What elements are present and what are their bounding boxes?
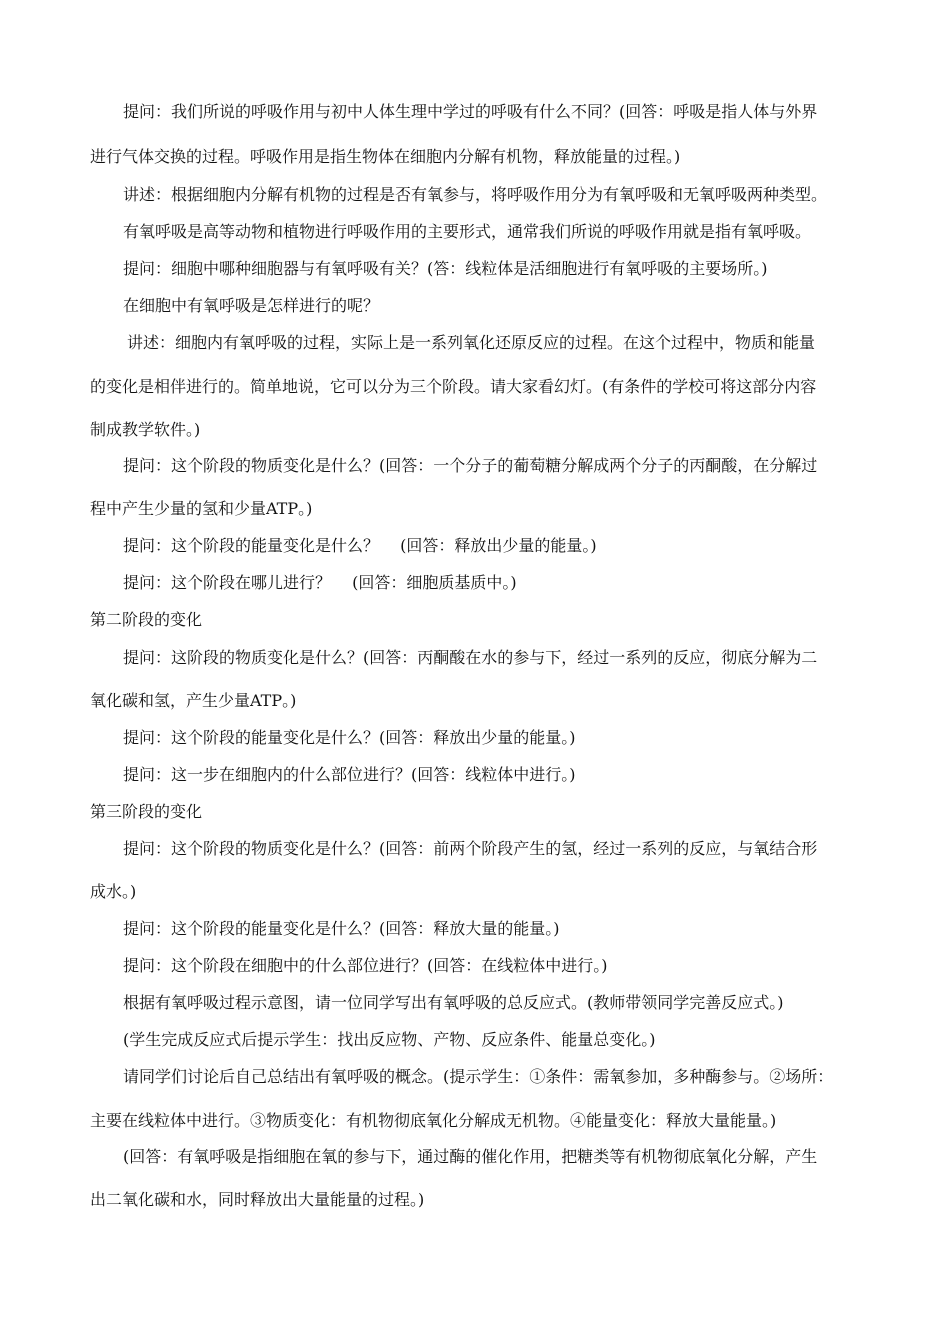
text-line: 讲述：细胞内有氧呼吸的过程，实际上是一系列氧化还原反应的过程。在这个过程中，物质和能量 — [127, 333, 816, 352]
text-line: 制成教学软件。) — [90, 420, 201, 439]
text-line: 提问：这个阶段的能量变化是什么？(回答：释放大量的能量。) — [123, 919, 560, 938]
text-line: 提问：这个阶段的能量变化是什么？ (回答：释放出少量的能量。) — [123, 536, 597, 555]
text-line: (回答：有氧呼吸是指细胞在氧的参与下，通过酶的催化作用，把糖类等有机物彻底氧化分解，产生 — [123, 1147, 818, 1166]
text-line: 主要在线粒体中进行。③物质变化：有机物彻底氧化分解成无机物。④能量变化：释放大量能量。) — [90, 1111, 777, 1130]
text-line: 请同学们讨论后自己总结出有氧呼吸的概念。(提示学生：①条件：需氧参加，多种酶参与。②场所： — [123, 1067, 834, 1086]
text-line: 有氧呼吸是高等动物和植物进行呼吸作用的主要形式，通常我们所说的呼吸作用就是指有氧呼吸。 — [123, 222, 812, 241]
text-line: 在细胞中有氧呼吸是怎样进行的呢？ — [123, 296, 380, 315]
text-line: 提问：这个阶段的物质变化是什么？(回答：前两个阶段产生的氢，经过一系列的反应，与氧结合形 — [123, 839, 818, 858]
text-line: 根据有氧呼吸过程示意图，请一位同学写出有氧呼吸的总反应式。(教师带领同学完善反应式。) — [123, 993, 784, 1012]
text-line: 提问：这一步在细胞内的什么部位进行？(回答：线粒体中进行。) — [123, 765, 576, 784]
text-line: 提问：这个阶段在哪儿进行？ (回答：细胞质基质中。) — [123, 573, 517, 592]
text-line: 提问：我们所说的呼吸作用与初中人体生理中学过的呼吸有什么不同？(回答：呼吸是指人体与外界 — [123, 102, 818, 121]
text-line: 提问：这阶段的物质变化是什么？(回答：丙酮酸在水的参与下，经过一系列的反应，彻底分解为二 — [123, 648, 818, 667]
section-heading: 第二阶段的变化 — [90, 610, 203, 629]
text-line: 进行气体交换的过程。呼吸作用是指生物体在细胞内分解有机物，释放能量的过程。) — [90, 147, 681, 166]
text-line: 出二氧化碳和水，同时释放出大量能量的过程。) — [90, 1190, 425, 1209]
section-heading: 第三阶段的变化 — [90, 802, 203, 821]
text-line: 提问：这个阶段的能量变化是什么？(回答：释放出少量的能量。) — [123, 728, 576, 747]
text-line: 氧化碳和氢，产生少量ATP。) — [90, 691, 297, 710]
text-line: 提问：细胞中哪种细胞器与有氧呼吸有关？(答：线粒体是活细胞进行有氧呼吸的主要场所。) — [123, 259, 768, 278]
text-line: 提问：这个阶段在细胞中的什么部位进行？(回答：在线粒体中进行。) — [123, 956, 608, 975]
text-line: 讲述：根据细胞内分解有机物的过程是否有氧参与，将呼吸作用分为有氧呼吸和无氧呼吸两种类型。 — [123, 185, 828, 204]
text-line: 程中产生少量的氢和少量ATP。) — [90, 499, 313, 518]
text-line: 的变化是相伴进行的。简单地说，它可以分为三个阶段。请大家看幻灯。(有条件的学校可将这部分内容 — [90, 377, 817, 396]
text-line: 成水。) — [90, 882, 137, 901]
text-line: 提问：这个阶段的物质变化是什么？(回答：一个分子的葡萄糖分解成两个分子的丙酮酸，在分解过 — [123, 456, 818, 475]
text-line: (学生完成反应式后提示学生：找出反应物、产物、反应条件、能量总变化。) — [123, 1030, 656, 1049]
